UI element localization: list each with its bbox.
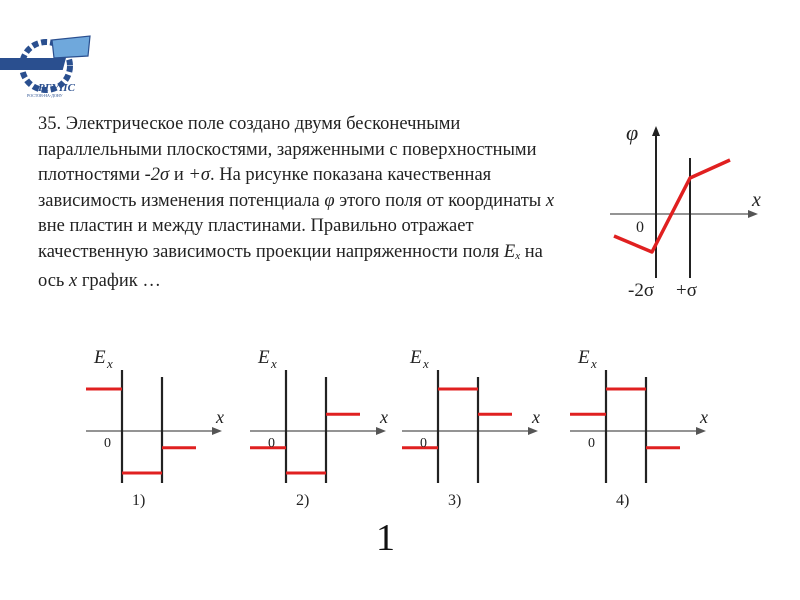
potential-curve: [614, 160, 730, 252]
option-4[interactable]: [568, 335, 733, 530]
option-1[interactable]: [84, 335, 249, 530]
x-axis-arrow: [528, 427, 538, 435]
surface-density-2: +σ: [188, 165, 210, 185]
origin-label: 0: [420, 436, 427, 451]
y-axis-subscript: x: [271, 356, 277, 371]
problem-text-7: график …: [77, 271, 161, 291]
y-axis-label: E: [578, 347, 590, 368]
problem-text-6: на ось: [38, 241, 543, 291]
logo-banner: [0, 58, 66, 70]
x-axis-label: x: [700, 407, 708, 427]
origin-label: 0: [104, 436, 111, 451]
phi-y-label: φ: [626, 120, 639, 145]
x-axis-arrow: [376, 427, 386, 435]
coordinate-symbol: x: [545, 190, 555, 211]
phi-plate2-label: +σ: [676, 280, 697, 301]
problem-text-4: этого поля от координаты: [334, 190, 546, 211]
potential-symbol: φ: [324, 190, 335, 211]
option-2[interactable]: [248, 335, 413, 530]
y-axis-subscript: x: [591, 356, 597, 371]
y-axis-subscript: x: [107, 356, 113, 371]
problem-text-3: . На рисунке показана качественная зависимость изменения потенциала: [38, 165, 492, 211]
y-axis-label: E: [258, 347, 270, 368]
phi-origin-label: 0: [636, 219, 644, 236]
phi-y-axis-arrow: [652, 126, 660, 136]
phi-x-label: x: [752, 189, 761, 211]
option-number: 2): [296, 492, 310, 509]
option-number: 4): [616, 492, 630, 509]
axis-symbol: x: [68, 271, 78, 291]
origin-label: 0: [268, 436, 275, 451]
problem-text-5: вне пластин и между пластинами. Правильно отражает качественную зависимость проекции напряженности поля: [38, 216, 504, 262]
y-axis-label: E: [94, 347, 106, 368]
field-letter: E: [503, 241, 516, 262]
x-axis-label: x: [380, 407, 388, 427]
phi-x-axis-arrow: [748, 210, 758, 218]
potential-graph: [600, 118, 790, 308]
surface-density-1: -2σ: [144, 165, 170, 185]
problem-statement: [38, 112, 558, 295]
problem-text-2: и: [169, 165, 189, 185]
logo-subtext: РОСТОВ-НА-ДОНУ: [27, 93, 63, 98]
x-axis-arrow: [696, 427, 706, 435]
x-axis-label: x: [532, 407, 540, 427]
problem-text-1: 35. Электрическое поле создано двумя бесконечными параллельными плоскостями, заряженными с поверхностными плотностями: [38, 114, 537, 185]
field-symbol: [504, 242, 520, 262]
page-number: 1: [376, 517, 395, 559]
option-number: 1): [132, 492, 146, 509]
option-number: 3): [448, 492, 462, 509]
field-subscript: x: [515, 249, 521, 262]
x-axis-arrow: [212, 427, 222, 435]
y-axis-subscript: x: [423, 356, 429, 371]
origin-label: 0: [588, 436, 595, 451]
phi-plate1-label: -2σ: [628, 280, 655, 301]
rgups-logo: [0, 28, 100, 98]
x-axis-label: x: [216, 407, 224, 427]
logo-book-icon: [52, 36, 90, 58]
y-axis-label: E: [410, 347, 422, 368]
logo-text: РГУПС: [38, 82, 75, 94]
option-3[interactable]: [400, 335, 565, 530]
